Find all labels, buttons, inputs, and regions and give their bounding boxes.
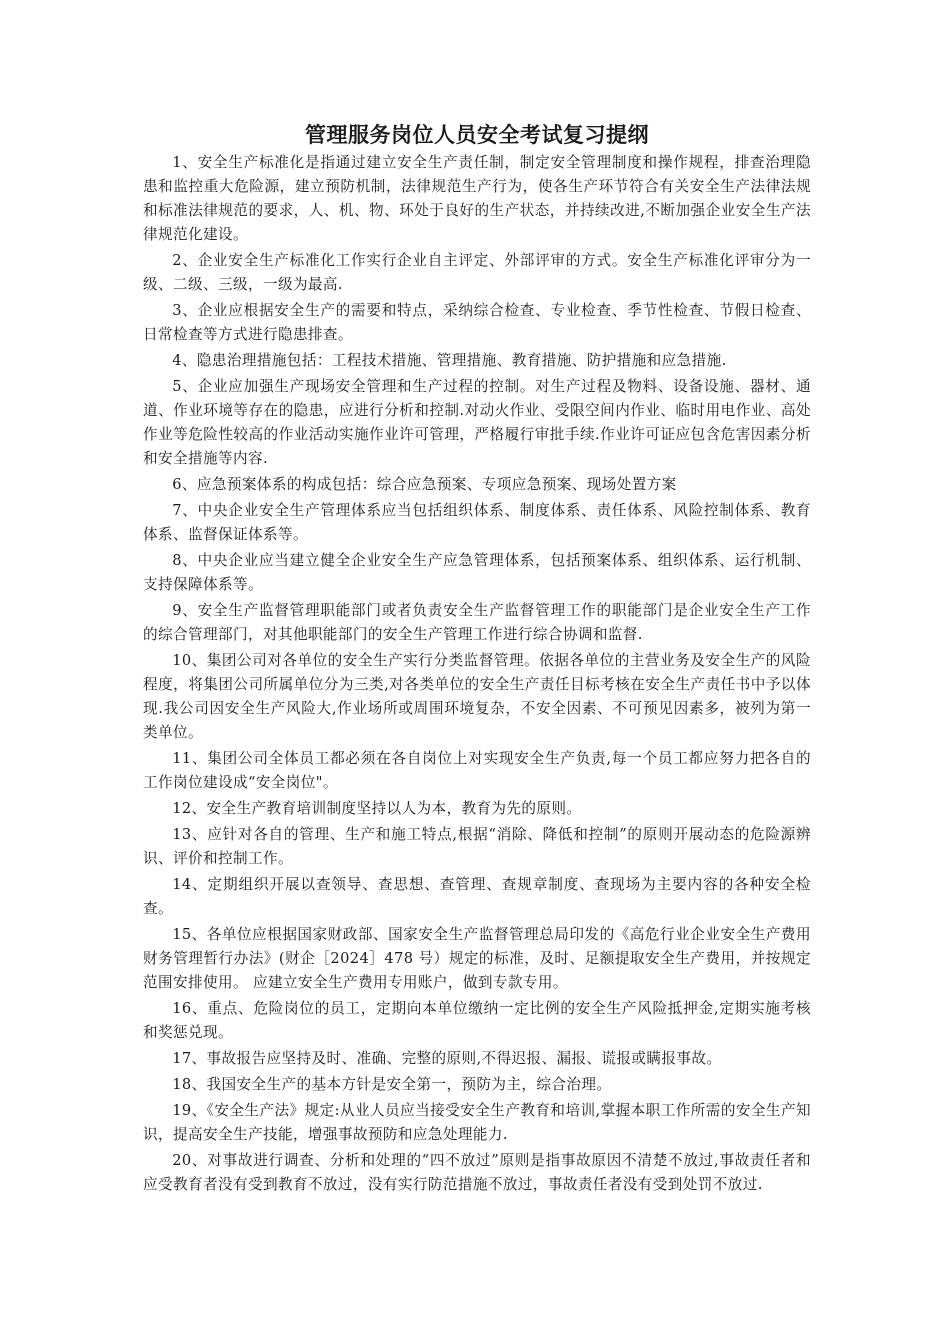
paragraph-13: 13、应针对各自的管理、生产和施工特点,根据“消除、降低和控制”的原则开展动态的危险源辨识、评价和控制工作。 <box>143 826 811 867</box>
paragraph-10: 10、集团公司对各单位的安全生产实行分类监督管理。依据各单位的主营业务及安全生产的风险程度，将集团公司所属单位分为三类,对各类单位的安全生产责任目标考核在安全生产责任书中予以体现.我公司因安全生产风险大,作业场所或周围环境复杂，不安全因素、不可预见因素多，被列为第一类单位。 <box>143 652 811 741</box>
document-title: 管理服务岗位人员安全考试复习提纲 <box>305 123 649 147</box>
paragraph-12: 12、安全生产教育培训制度坚持以人为本，教育为先的原则。 <box>172 800 582 817</box>
paragraph-2: 2、企业安全生产标准化工作实行企业自主评定、外部评审的方式。安全生产标准化评审分为一级、二级、三级，一级为最高. <box>143 252 811 293</box>
paragraph-5: 5、企业应加强生产现场安全管理和生产过程的控制。对生产过程及物料、设备设施、器材、通道、作业环境等存在的隐患，应进行分析和控制.对动火作业、受限空间内作业、临时用电作业、高处作业等危险性较高的作业活动实施作业许可管理，严格履行审批手续.作业许可证应包含危害因素分析和安全措施等内容. <box>143 378 811 467</box>
paragraph-3: 3、企业应根据安全生产的需要和特点，采纳综合检查、专业检查、季节性检查、节假日检查、日常检查等方式进行隐患排查。 <box>143 302 811 343</box>
paragraph-11: 11、集团公司全体员工都必须在各自岗位上对实现安全生产负责,每一个员工都应努力把各自的工作岗位建设成“安全岗位"。 <box>143 750 811 791</box>
paragraph-7: 7、中央企业安全生产管理体系应当包括组织体系、制度体系、责任体系、风险控制体系、教育体系、监督保证体系等。 <box>143 502 811 543</box>
paragraph-20: 20、对事故进行调查、分析和处理的“四不放过”原则是指事故原因不清楚不放过,事故责任者和应受教育者没有受到教育不放过，没有实行防范措施不放过，事故责任者没有受到处罚不放过. <box>143 1152 811 1193</box>
paragraph-6: 6、应急预案体系的构成包括：综合应急预案、专项应急预案、现场处置方案 <box>172 476 677 493</box>
paragraph-19: 19、《安全生产法》规定:从业人员应当接受安全生产教育和培训,掌握本职工作所需的安全生产知识，提高安全生产技能，增强事故预防和应急处理能力. <box>143 1102 811 1143</box>
paragraph-14: 14、定期组织开展以查领导、查思想、查管理、查规章制度、查现场为主要内容的各种安全检查。 <box>143 876 811 917</box>
paragraph-1: 1、安全生产标准化是指通过建立安全生产责任制，制定安全管理制度和操作规程，排查治理隐患和监控重大危险源，建立预防机制，法律规范生产行为，使各生产环节符合有关安全生产法律法规和标准法律规范的要求，人、机、物、环处于良好的生产状态，并持续改进,不断加强企业安全生产法律规范化建设。 <box>143 154 811 243</box>
paragraph-8: 8、中央企业应当建立健全企业安全生产应急管理体系，包括预案体系、组织体系、运行机制、支持保障体系等。 <box>143 552 811 593</box>
paragraph-17: 17、事故报告应坚持及时、准确、完整的原则,不得迟报、漏报、谎报或瞒报事故。 <box>172 1050 722 1067</box>
paragraph-15: 15、各单位应根据国家财政部、国家安全生产监督管理总局印发的《高危行业企业安全生产费用财务管理暂行办法》(财企［2024］478 号）规定的标准，及时、足额提取安全生产费用，并按规定范围安排使用。 应建立安全生产费用专用账户，做到专款专用。 <box>143 926 811 991</box>
paragraph-16: 16、重点、危险岗位的员工，定期向本单位缴纳一定比例的安全生产风险抵押金,定期实施考核和奖惩兑现。 <box>143 1000 811 1041</box>
paragraph-4: 4、隐患治理措施包括：工程技术措施、管理措施、教育措施、防护措施和应急措施. <box>172 352 727 369</box>
document-body <box>143 121 811 1199</box>
paragraph-18: 18、我国安全生产的基本方针是安全第一，预防为主，综合治理。 <box>172 1076 612 1093</box>
paragraph-9: 9、安全生产监督管理职能部门或者负责安全生产监督管理工作的职能部门是企业安全生产工作的综合管理部门，对其他职能部门的安全生产管理工作进行综合协调和监督. <box>143 602 811 643</box>
